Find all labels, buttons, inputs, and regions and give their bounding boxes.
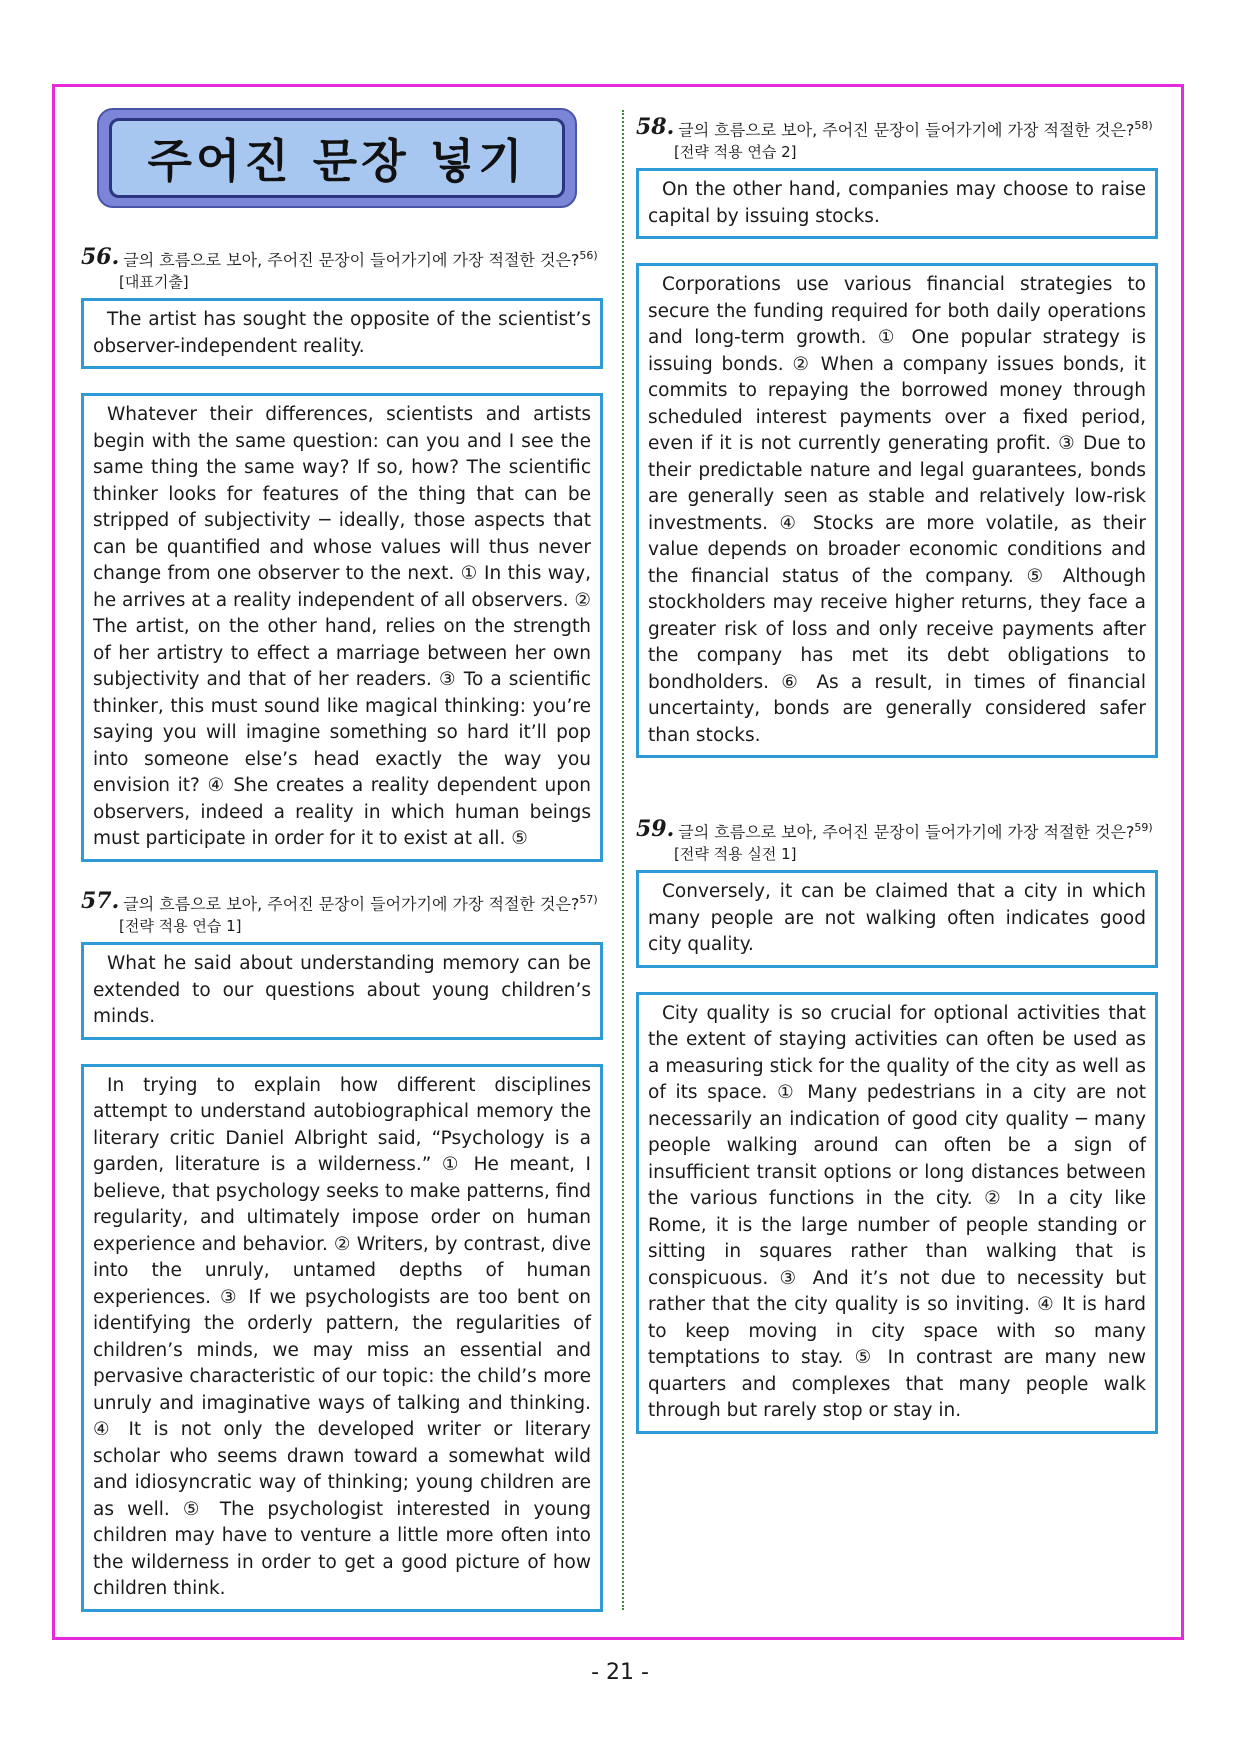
prompt-text: 글의 흐름으로 보아, 주어진 문장이 들어가기에 가장 적절한 것은? (678, 822, 1135, 842)
question-prompt (678, 818, 1152, 842)
question-tag: [전략 적용 실전 1] (674, 845, 797, 864)
question-tag: [전략 적용 연습 1] (119, 917, 242, 936)
passage-text: In trying to explain how different disciplines attempt to understand autobiographical memory the literary critic Daniel Albright said, “Psychology is a garden, literature is a wilderness.” ① He meant, I believe, that psychology seeks to make patterns, find regularity, and ultimately impose order on human experience and behavior. ② Writers, by contrast, dive into the unruly, untamed depths of human experiences. ③ If we psychologists are too bent on identifying the orderly pattern, the regularities of children’s minds, we may miss an essential and pervasive characteristic of our topic: the child’s more unruly and imaginative ways of talking and thinking. ④ It is not only the developed writer or literary scholar who seems drawn toward a somewhat wild and idiosyncratic way of thinking; young children are as well. ⑤ The psychologist interested in young children may have to venture a little more often into the wilderness in order to get a good picture of how children think. (93, 1074, 591, 1600)
prompt-text: 글의 흐름으로 보아, 주어진 문장이 들어가기에 가장 적절한 것은? (678, 120, 1135, 140)
given-sentence: On the other hand, companies may choose to raise capital by issuing stocks. (648, 179, 1146, 227)
question-number: 56. (81, 244, 120, 270)
question-59 (636, 818, 1158, 1434)
page-title: 주어진 문장 넣기 (147, 134, 527, 188)
footnote-marker: 59) (1134, 821, 1153, 834)
question-tag: [대표기출] (119, 273, 189, 292)
question-number: 57. (81, 888, 120, 914)
question-number: 58. (636, 114, 675, 140)
passage-box (636, 263, 1158, 758)
question-57 (81, 890, 603, 1612)
question-header (636, 818, 1158, 842)
title-banner (97, 108, 577, 208)
footnote-marker: 56) (579, 249, 598, 262)
given-sentence-box (81, 298, 603, 369)
footnote-marker: 57) (579, 893, 598, 906)
question-58 (636, 116, 1158, 758)
given-sentence-box (636, 870, 1158, 968)
question-header (81, 890, 603, 914)
passage-box (81, 1064, 603, 1612)
passage-text: Whatever their differences, scientists and artists begin with the same question: can you and I see the same thing the same way? If so, how? The scientific thinker looks for features of the thing that can be stripped of subjectivity ─ ideally, those aspects that can be quantified and whose values will thus never change from one observer to the next. ① In this way, he arrives at a reality independent of all observers. ② The artist, on the other hand, relies on the strength of her artistry to effect a marriage between her own subjectivity and that of her readers. ③ To a scientific thinker, this must sound like magical thinking: you’re saying you will imagine something so hard it’ll pop into someone else’s head exactly the way you envision it? ④ She creates a reality dependent upon observers, indeed a reality in which human beings must participate in order for it to exist at all. ⑤ (93, 404, 591, 850)
question-tag: [전략 적용 연습 2] (674, 143, 797, 162)
prompt-text: 글의 흐름으로 보아, 주어진 문장이 들어가기에 가장 적절한 것은? (123, 894, 580, 914)
given-sentence: The artist has sought the opposite of the scientist’s observer-independent reality. (93, 309, 591, 357)
question-56 (81, 246, 603, 862)
question-header (81, 246, 603, 270)
title-banner-inner (109, 118, 565, 198)
page-number: - 21 - (591, 1660, 649, 1685)
passage-text: City quality is so crucial for optional activities that the extent of staying activities can often be used as a measuring stick for the quality of the city as well as of its space. ① Many pedestrians in a city are not necessarily an indication of good city quality ─ many people walking around can often be a sign of insufficient transit options or long distances between the various functions in the city. ② In a city like Rome, it is the large number of people standing or sitting in squares rather than walking that is conspicuous. ③ And it’s not due to necessity but rather that the city quality is so inviting. ④ It is hard to keep moving in city space with so many temptations to stay. ⑤ In contrast are many new quarters and complexes that many people walk through but rarely stop or stay in. (648, 1002, 1146, 1422)
question-prompt (123, 890, 597, 914)
given-sentence: What he said about understanding memory can be extended to our questions about young children’s minds. (93, 953, 591, 1028)
given-sentence-box (636, 168, 1158, 239)
question-prompt (123, 246, 597, 270)
question-header (636, 116, 1158, 140)
passage-box (81, 393, 603, 862)
given-sentence-box (81, 942, 603, 1040)
column-divider (622, 110, 624, 1610)
prompt-text: 글의 흐름으로 보아, 주어진 문장이 들어가기에 가장 적절한 것은? (123, 250, 580, 270)
question-prompt (678, 116, 1152, 140)
question-number: 59. (636, 816, 675, 842)
passage-text: Corporations use various financial strategies to secure the funding required for both daily operations and long-term growth. ① One popular strategy is issuing bonds. ② When a company issues bonds, it commits to repaying the borrowed money through scheduled interest payments over a fixed period, even if it is not currently generating profit. ③ Due to their predictable nature and legal guarantees, bonds are generally seen as stable and relatively low-risk investments. ④ Stocks are more volatile, as their value depends on broader economic conditions and the financial status of the company. ⑤ Although stockholders may receive higher returns, they face a greater risk of loss and only receive payments after the company has met its debt obligations to bondholders. ⑥ As a result, in times of financial uncertainty, bonds are generally considered safer than stocks. (648, 274, 1146, 746)
footnote-marker: 58) (1134, 119, 1153, 132)
passage-box (636, 992, 1158, 1434)
given-sentence: Conversely, it can be claimed that a city in which many people are not walking often indicates good city quality. (648, 881, 1146, 956)
